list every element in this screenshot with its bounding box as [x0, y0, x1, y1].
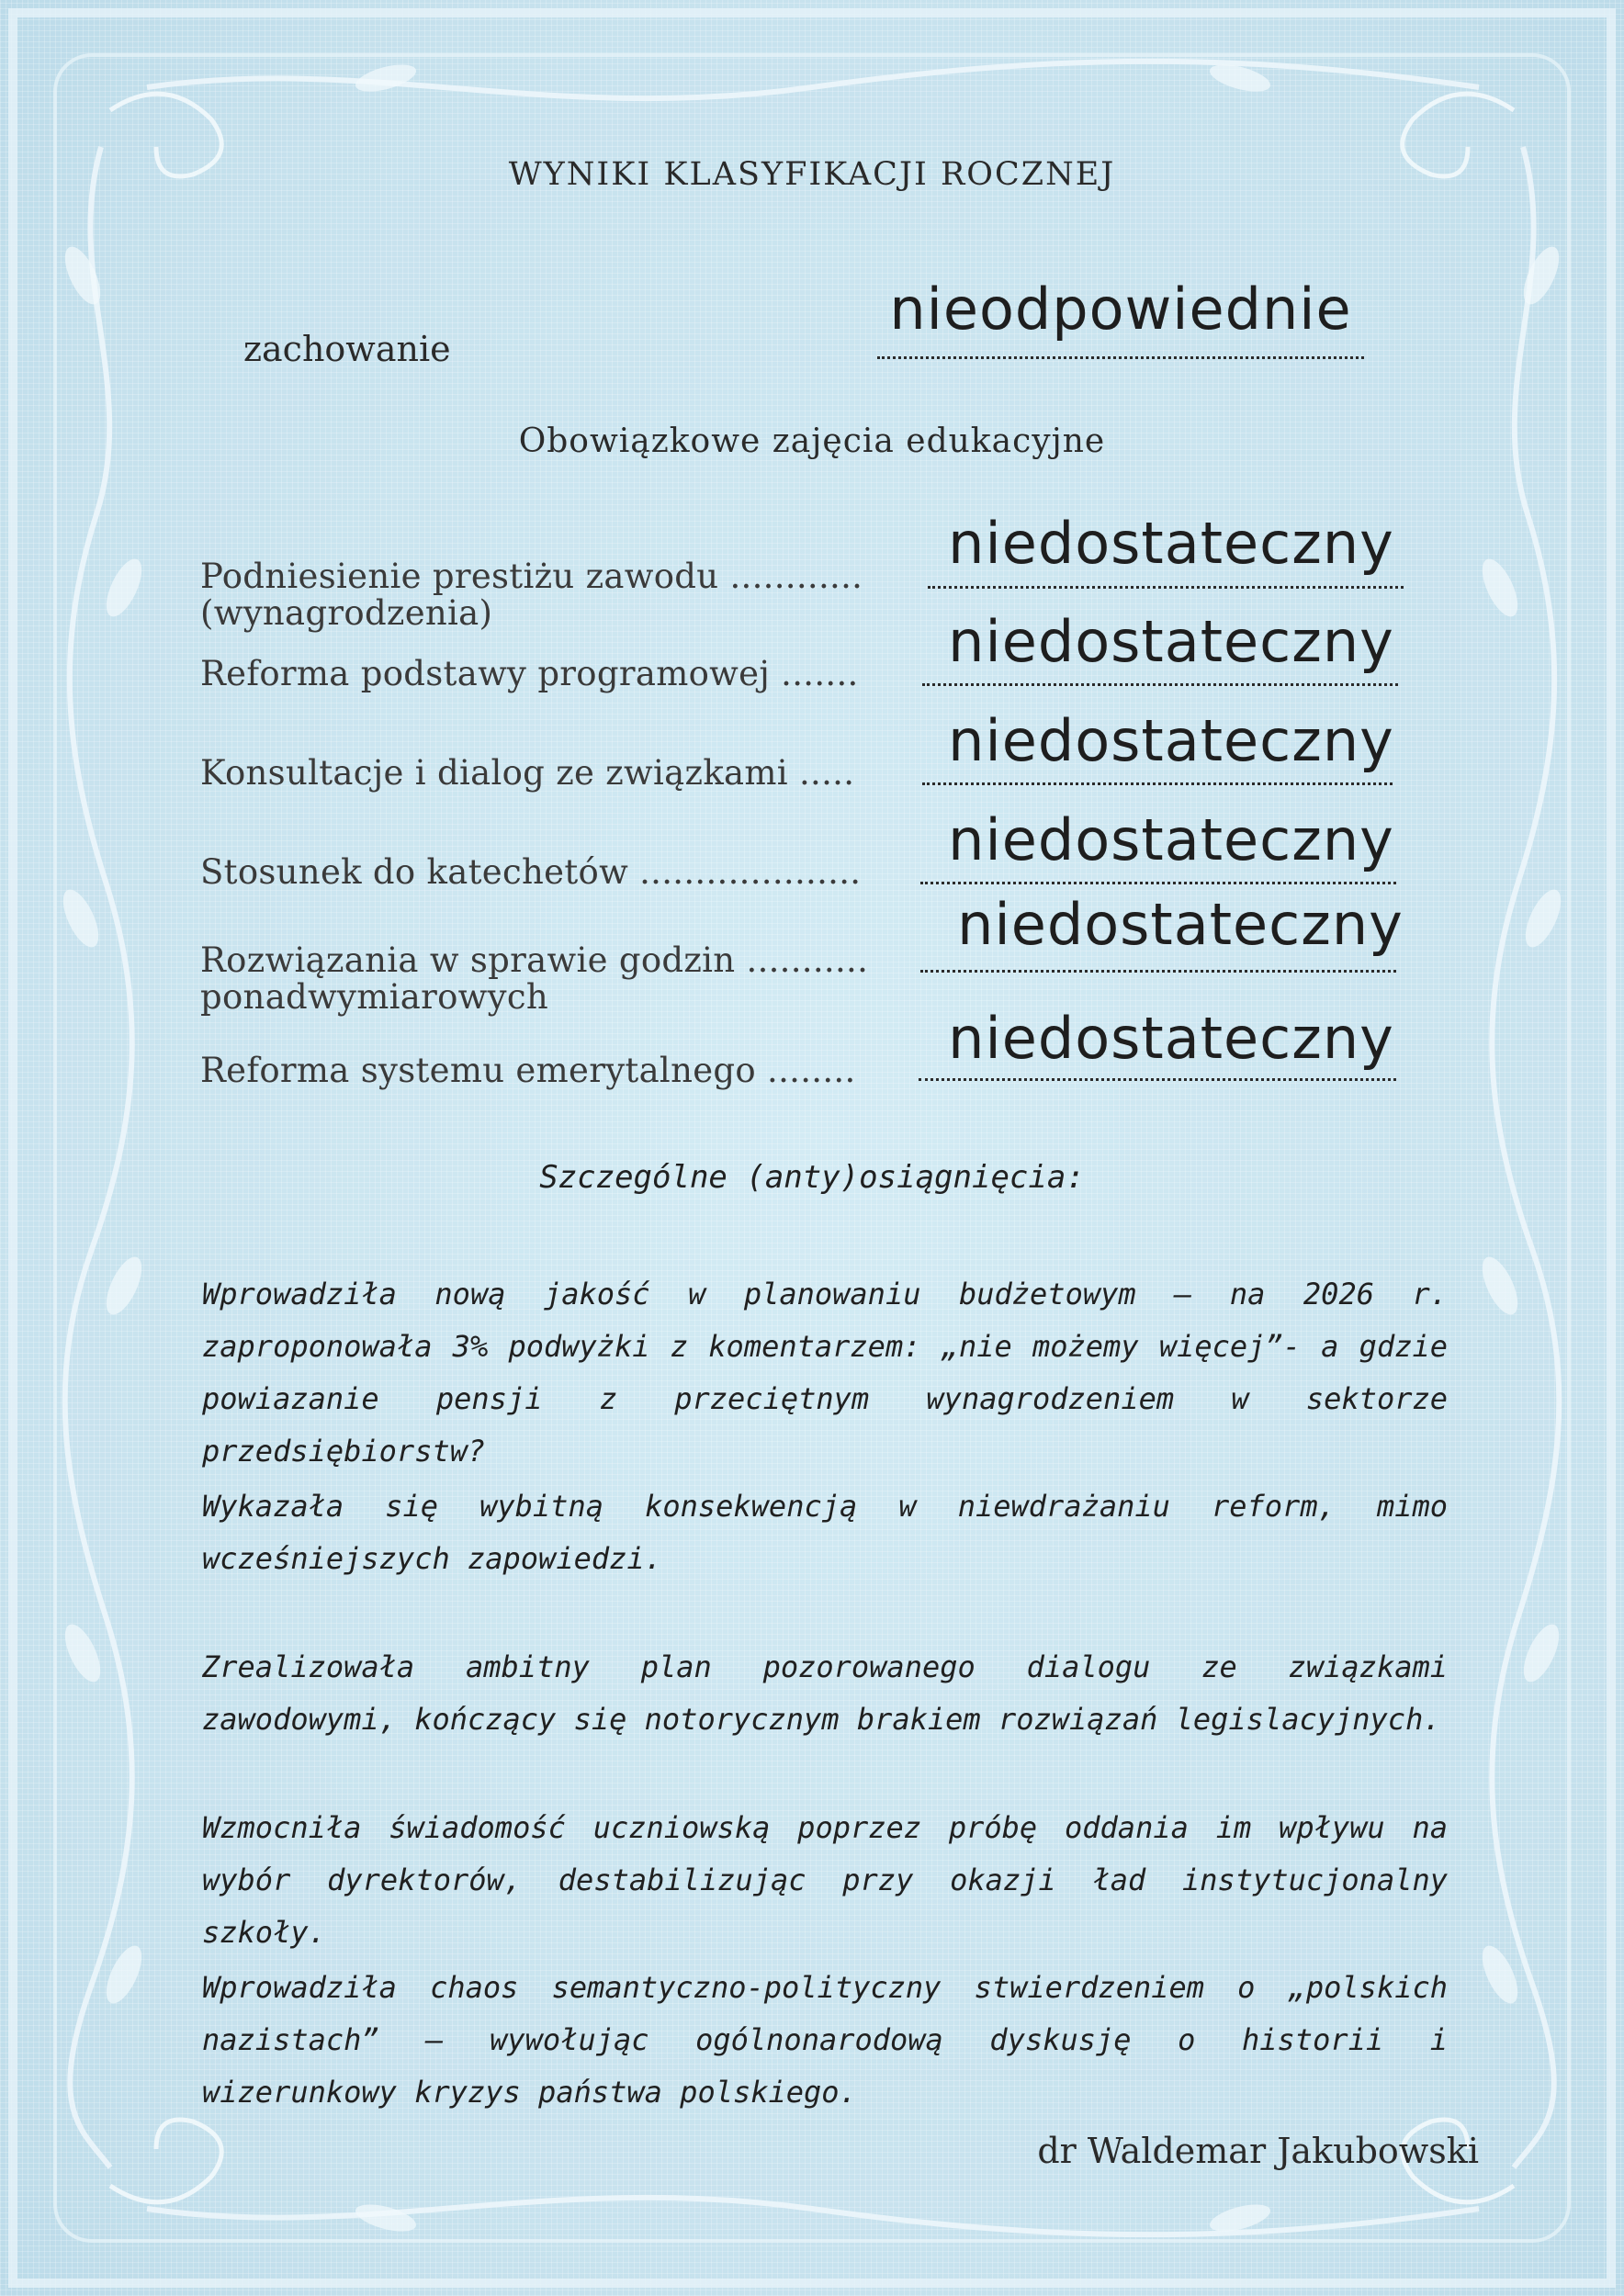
subject-grade: niedostateczny	[948, 806, 1394, 873]
grade-dotted-line	[919, 1078, 1396, 1081]
subject-label: Konsultacje i dialog ze związkami .....	[200, 753, 855, 793]
grade-dotted-line	[920, 882, 1396, 884]
achievement-paragraph: Wprowadziła chaos semantyczno-polityczny stwierdzeniem o „polskich nazistach” – wywołując ogólnonarodową dyskusję o historii i wizerunkowy kryzys państwa polskiego.	[202, 1970, 1448, 2110]
subjects-heading: Obowiązkowe zajęcia edukacyjne	[518, 422, 1106, 460]
grade-dotted-line	[922, 782, 1393, 785]
grade-dotted-line	[928, 586, 1404, 589]
subject-label: Podniesienie prestiżu zawodu ............ (wynagrodzenia)	[200, 557, 863, 633]
document-title: WYNIKI KLASYFIKACJI ROCZNEJ	[508, 156, 1116, 193]
signature: dr Waldemar Jakubowski	[1037, 2131, 1479, 2171]
subject-label: Stosunek do katechetów ....................	[200, 852, 862, 892]
subject-grade: niedostateczny	[948, 1005, 1394, 1072]
grade-dotted-line	[920, 970, 1396, 973]
behavior-label: zachowanie	[243, 329, 451, 369]
subject-grade: niedostateczny	[948, 608, 1394, 675]
achievement-paragraph: Zrealizowała ambitny plan pozorowanego dialogu ze związkami zawodowymi, kończący się notorycznym brakiem rozwiązań legislacyjnych.	[202, 1649, 1448, 1737]
subject-grade: niedostateczny	[948, 510, 1394, 577]
behavior-grade: nieodpowiednie	[889, 276, 1352, 343]
subject-label: Rozwiązania w sprawie godzin ........... ponadwymiarowych	[200, 940, 869, 1017]
achievements-heading: Szczególne (anty)osiągnięcia:	[539, 1159, 1085, 1196]
achievement-paragraph: Wprowadziła nową jakość w planowaniu budżetowym – na 2026 r. zaproponowała 3% podwyżki z komentarzem: „nie możemy więcej”- a gdzie powiazanie pensji z przeciętnym wynagrodzeniem w sektorze przedsiębiorstw?	[202, 1277, 1448, 1469]
behavior-dotted-line	[877, 356, 1364, 359]
subject-label: Reforma systemu emerytalnego ........	[200, 1051, 856, 1090]
achievement-paragraph: Wykazała się wybitną konsekwencją w niewdrażaniu reform, mimo wcześniejszych zapowiedzi.	[202, 1489, 1448, 1576]
grade-dotted-line	[922, 683, 1398, 686]
subject-grade: niedostateczny	[957, 891, 1404, 958]
subject-label: Reforma podstawy programowej .......	[200, 654, 859, 693]
subject-grade: niedostateczny	[948, 707, 1394, 774]
achievement-paragraph: Wzmocniła świadomość uczniowską poprzez próbę oddania im wpływu na wybór dyrektorów, destabilizując przy okazji ład instytucjonalny szkoły.	[202, 1810, 1448, 1950]
